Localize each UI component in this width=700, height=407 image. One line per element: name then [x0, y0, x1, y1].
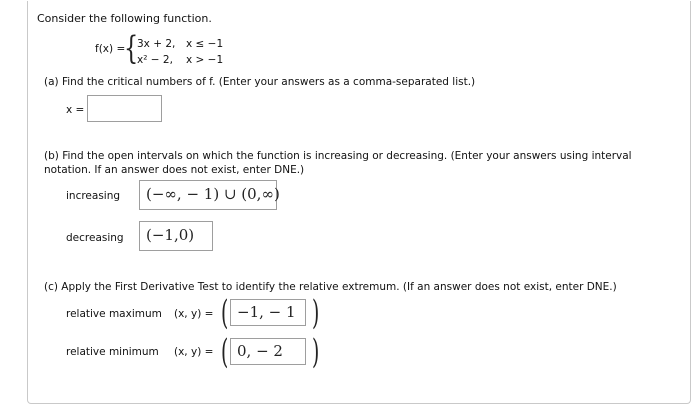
- max-xy-label: (x, y) =: [174, 308, 214, 320]
- increasing-input[interactable]: (−∞, − 1) ∪ (0,∞): [139, 180, 277, 210]
- case2-expression: x² − 2,: [137, 54, 173, 66]
- part-c-prompt: (c) Apply the First Derivative Test to identify the relative extremum. (If an answer does not exist, enter DNE.): [44, 281, 617, 293]
- min-close-paren: ): [312, 332, 320, 372]
- min-open-paren: (: [221, 332, 229, 372]
- relative-minimum-input[interactable]: 0, − 2: [230, 338, 306, 365]
- function-label: f(x) =: [95, 43, 126, 55]
- max-open-paren: (: [221, 293, 229, 333]
- critical-numbers-input[interactable]: [87, 95, 162, 122]
- decreasing-input[interactable]: (−1,0): [139, 221, 213, 251]
- part-a-prompt: (a) Find the critical numbers of f. (Enter your answers as a comma-separated list.): [44, 76, 476, 88]
- case1-condition: x ≤ −1: [186, 38, 224, 50]
- increasing-label: increasing: [66, 190, 121, 202]
- relative-minimum-label: relative minimum: [66, 346, 159, 358]
- part-b-prompt: (b) Find the open intervals on which the function is increasing or decreasing. (Enter your answers using interval notation. If an answer does not exist, enter DNE.): [44, 150, 632, 176]
- min-xy-label: (x, y) =: [174, 346, 214, 358]
- case2-condition: x > −1: [186, 54, 224, 66]
- case1-expression: 3x + 2,: [137, 38, 176, 50]
- relative-maximum-label: relative maximum: [66, 308, 162, 320]
- left-brace-symbol: {: [124, 29, 139, 67]
- decreasing-label: decreasing: [66, 232, 124, 244]
- relative-maximum-input[interactable]: −1, − 1: [230, 299, 306, 326]
- x-equals-label: x =: [66, 104, 85, 116]
- max-close-paren: ): [312, 293, 320, 333]
- intro-text: Consider the following function.: [37, 12, 212, 25]
